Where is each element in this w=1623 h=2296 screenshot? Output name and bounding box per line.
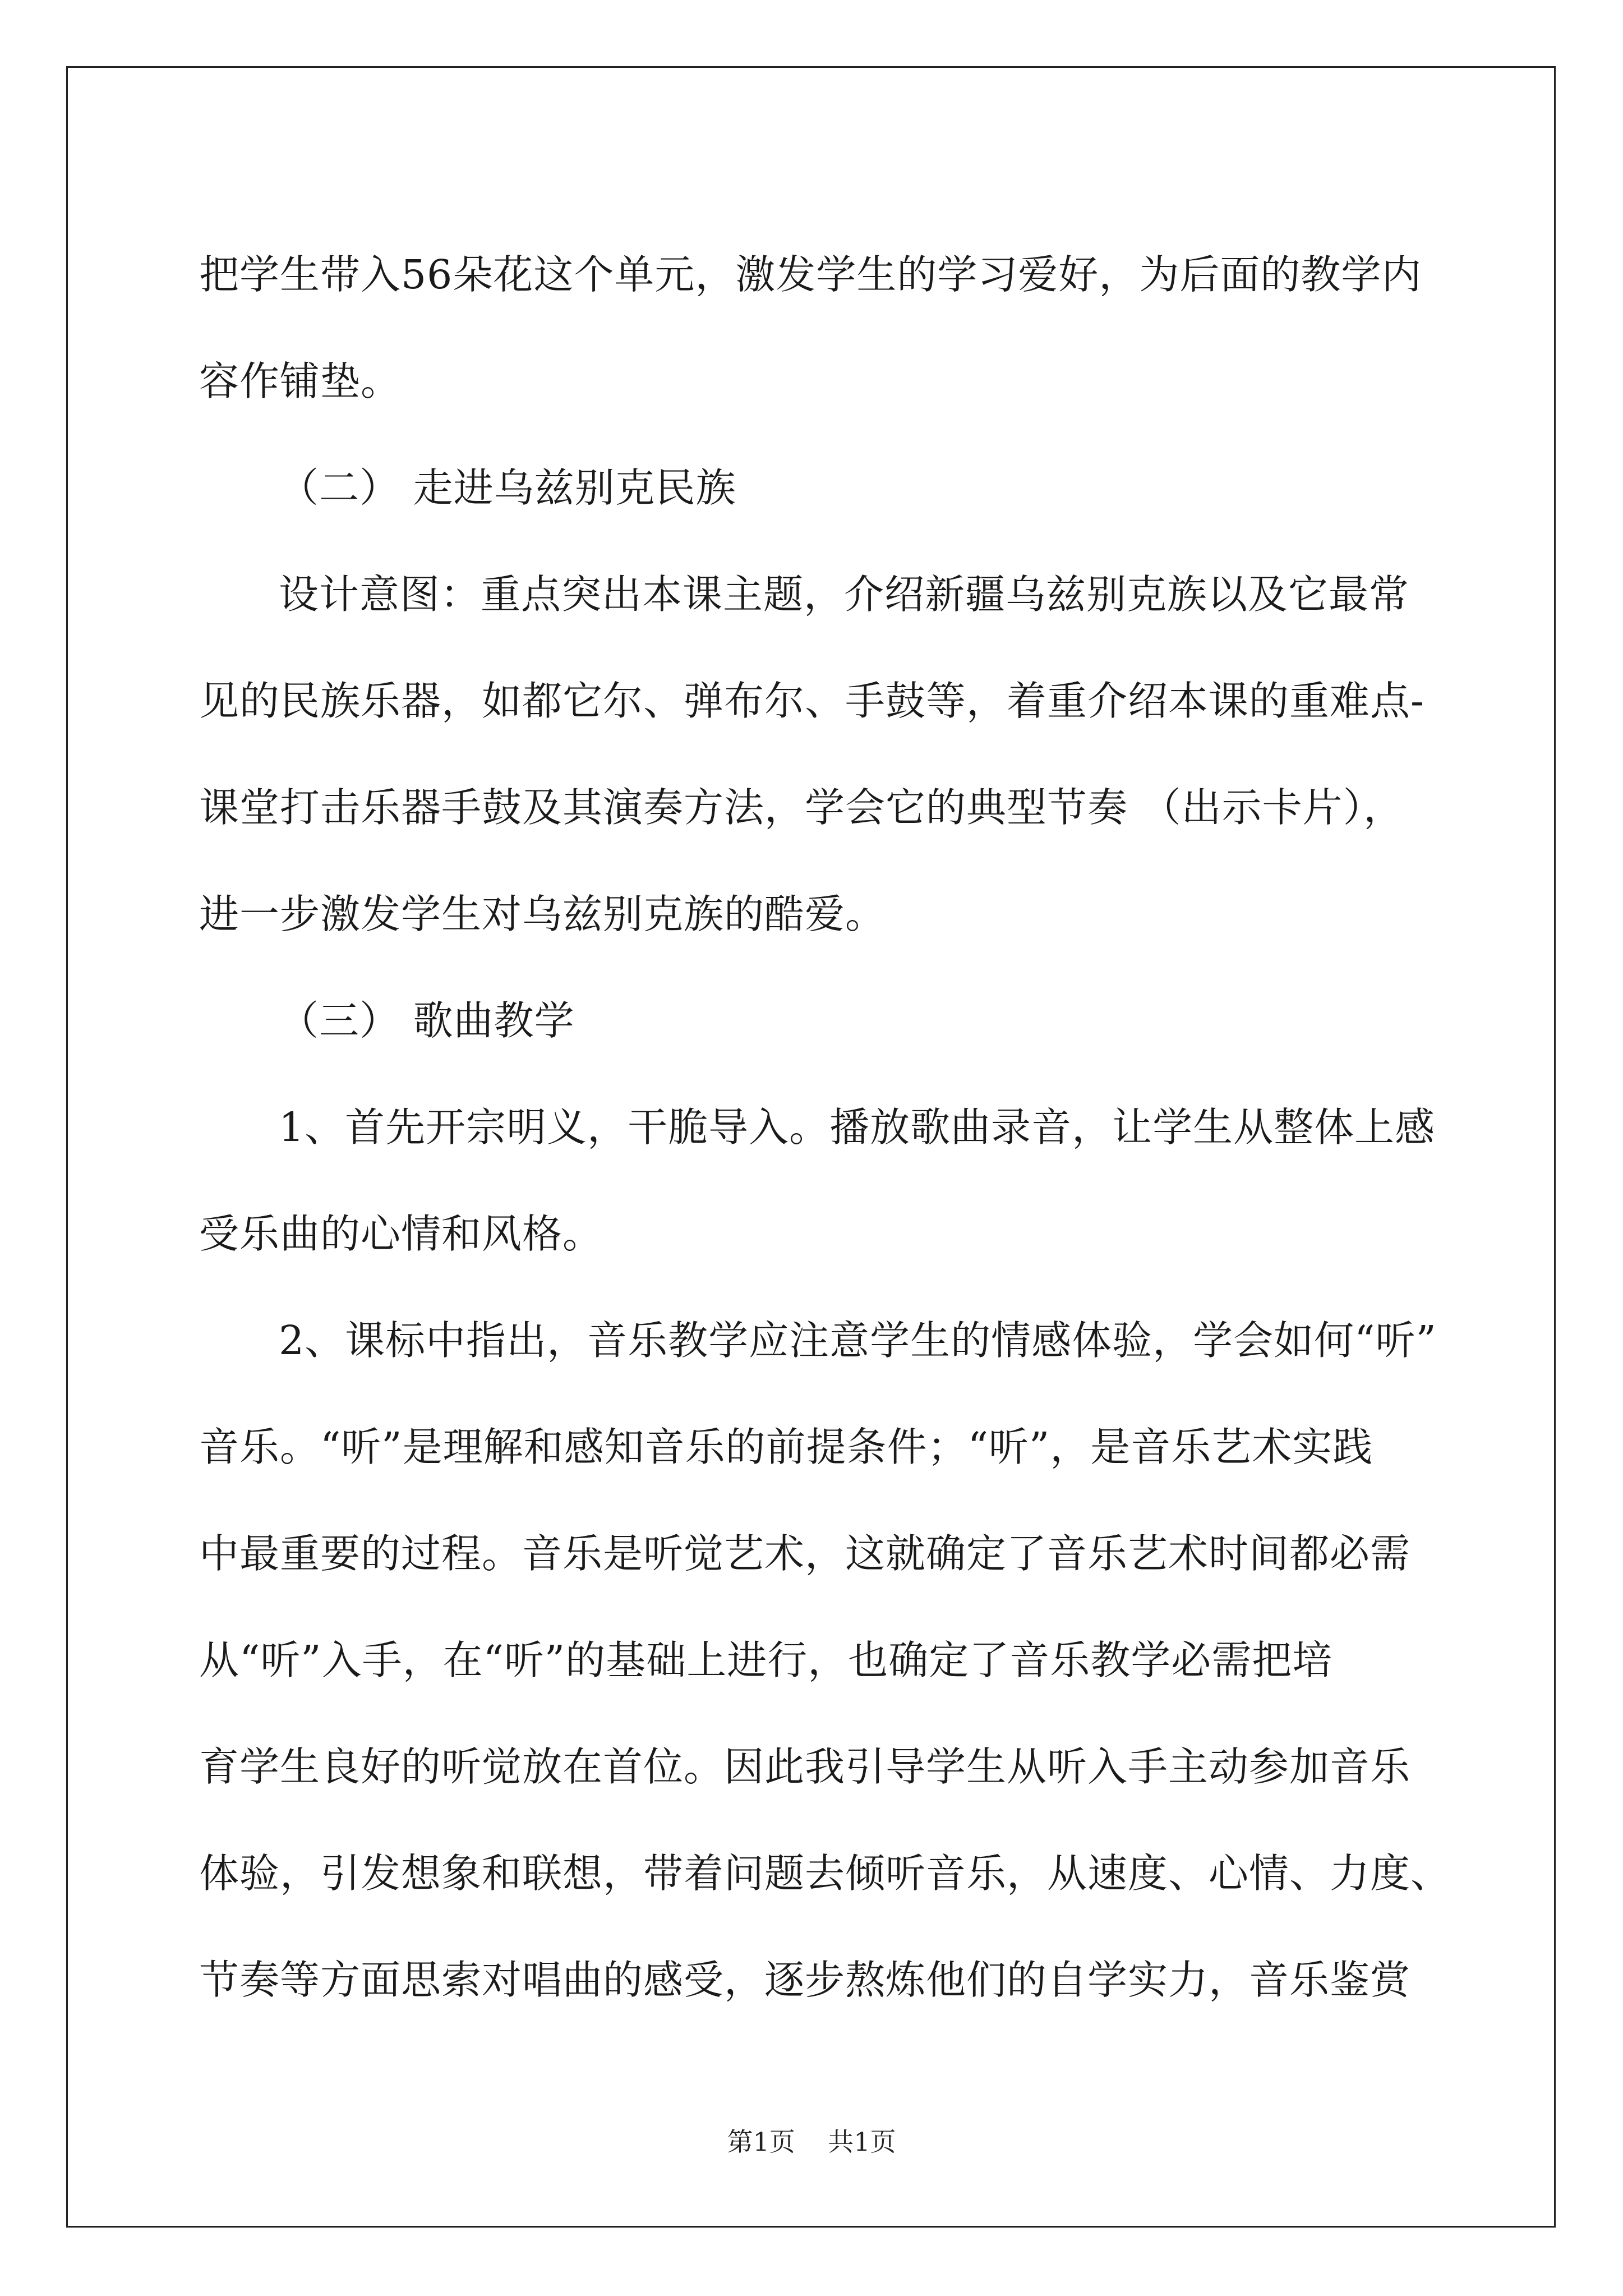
text-line: 育学生良好的听觉放在首位。因此我引导学生从听入手主动参加音乐 [199,1743,1411,1790]
page-footer [0,2125,1623,2159]
text-line: 1、首先开宗明义，干脆导入。播放歌曲录音，让学生从整体上感 [279,1104,1436,1151]
document-body [199,222,1451,2033]
text-line: 容作铺垫。 [199,358,402,404]
text-line: 音乐。“听”是理解和感知音乐的前提条件；“听”，是音乐艺术实践 [199,1424,1373,1470]
section-heading: （二） 走进乌兹别克民族 [279,464,736,511]
text-line: 见的民族乐器，如都它尔、弹布尔、手鼓等，着重介绍本课的重难点- [199,678,1424,724]
text-line: 从“听”入手，在“听”的基础上进行，也确定了音乐教学必需把培 [199,1637,1333,1683]
page-total: 共1页 [828,2127,896,2157]
text-line: 体验，引发想象和联想，带着问题去倾听音乐，从速度、心情、力度、 [199,1850,1451,1897]
text-line: 设计意图：重点突出本课主题，介绍新疆乌兹别克族以及它最常 [279,571,1410,618]
page-number: 第1页 [727,2127,795,2157]
text-line: 进一步激发学生对乌兹别克族的酷爱。 [199,891,886,937]
section-heading: （三） 歌曲教学 [279,997,575,1044]
text-line: 受乐曲的心情和风格。 [199,1211,603,1257]
text-line: 中最重要的过程。音乐是听觉艺术，这就确定了音乐艺术时间都必需 [199,1530,1411,1577]
text-line: 节奏等方面思索对唱曲的感受，逐步熬炼他们的自学实力，音乐鉴赏 [199,1957,1411,2003]
text-line: 课堂打击乐器手鼓及其演奏方法，学会它的典型节奏 （出示卡片）， [199,784,1404,831]
text-line: 把学生带入56朵花这个单元，激发学生的学习爱好，为后面的教学内 [199,251,1422,298]
text-line: 2、课标中指出，音乐教学应注意学生的情感体验，学会如何“听” [279,1317,1437,1364]
